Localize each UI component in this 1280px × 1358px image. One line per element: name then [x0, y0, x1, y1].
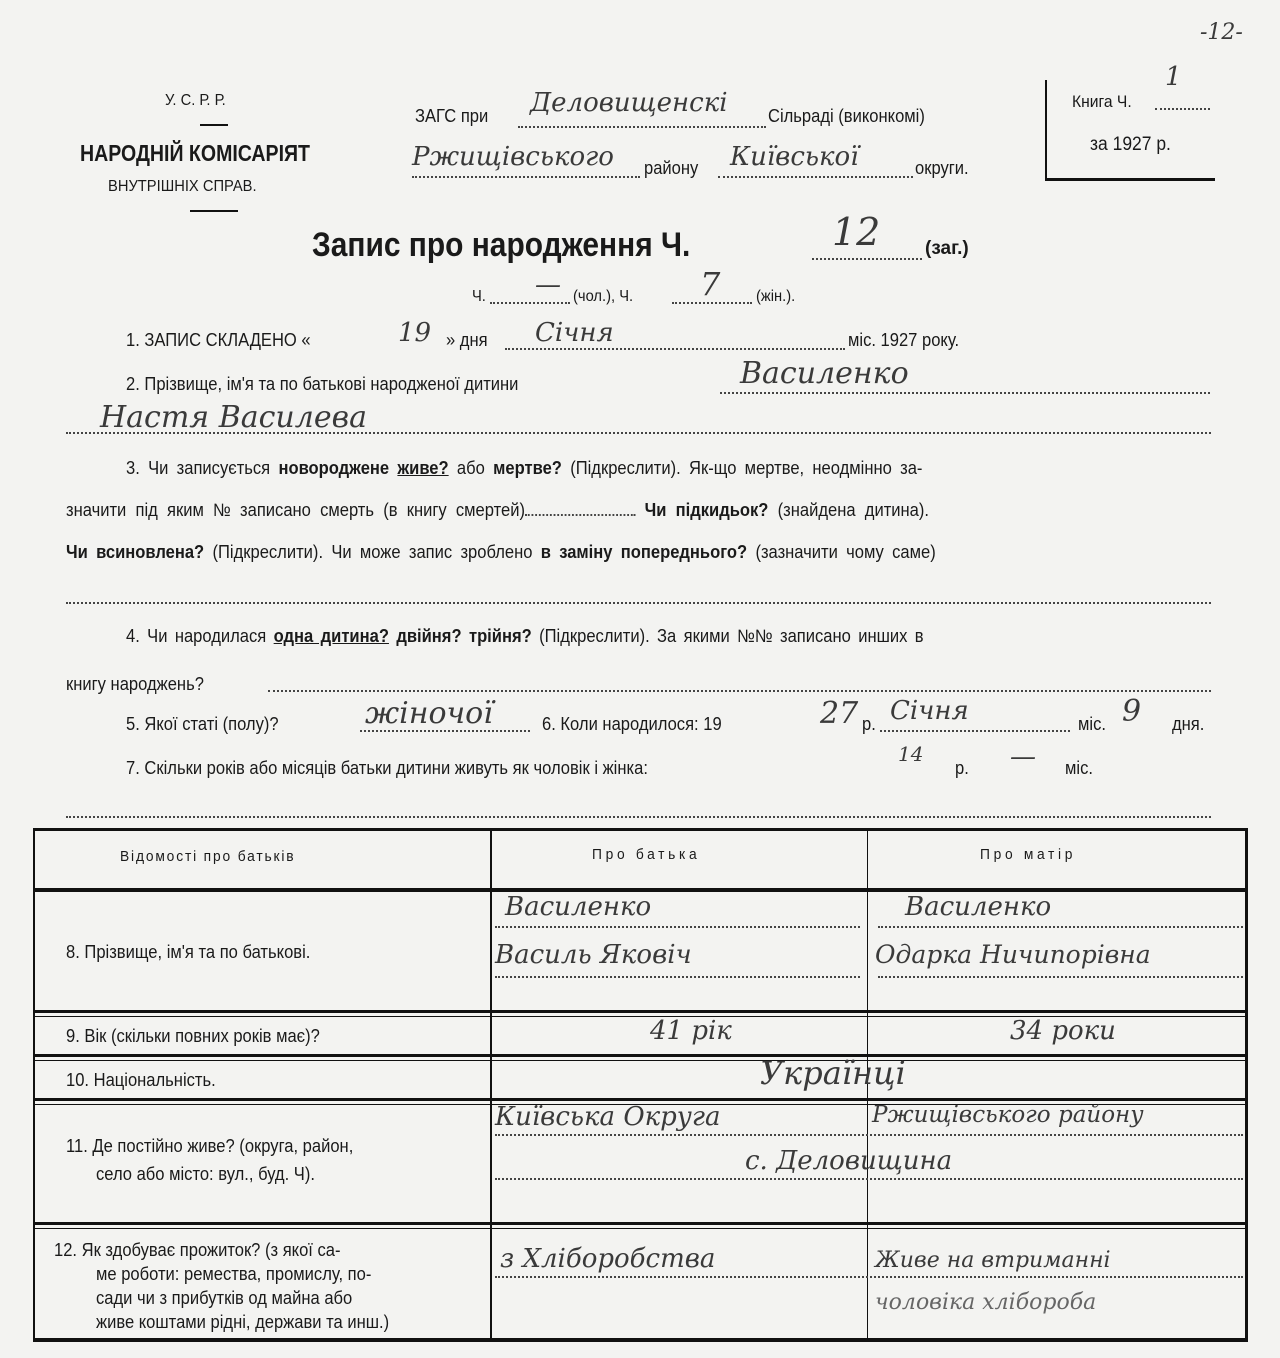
q7-label: 7. Скільки років або місяців батьки дитини живуть як чоловік і жінка: [126, 758, 648, 778]
row10-label: 10. Національність. [66, 1070, 216, 1090]
q1-mid: » дня [446, 330, 488, 350]
row8-label: 8. Прізвище, ім'я та по батькові. [66, 942, 311, 962]
title-suffix: (заг.) [925, 238, 969, 259]
q6-r: р. [862, 714, 876, 734]
child-sex: жіночої [365, 696, 493, 731]
nationality: Українці [760, 1054, 906, 1092]
book-year: за 1927 р. [1090, 134, 1171, 155]
mother-occupation-1: Живе на втриманні [875, 1248, 1111, 1273]
father-occupation: з Хліборобства [500, 1244, 716, 1274]
district-value: Ржищівського [412, 142, 614, 172]
child-surname: Василенко [740, 356, 909, 391]
row12-label-1: 12. Як здобуває прожиток? (з якої са- [54, 1240, 341, 1260]
row11-label-1: 11. Де постійно живе? (округа, район, [66, 1136, 354, 1156]
mother-surname: Василенко [905, 892, 1052, 922]
q7-r: р. [955, 758, 969, 778]
child-name: Настя Василева [100, 400, 367, 435]
district-label: району [644, 158, 699, 178]
female-count: 7 [700, 265, 721, 303]
col-header-info: Відомості про батьків [120, 848, 296, 865]
q2-label: 2. Прізвище, ім'я та по батькові народженої дитини [126, 374, 519, 394]
book-number: 1 [1165, 62, 1182, 92]
female-suffix: (жін.). [756, 288, 796, 305]
birth-day: 9 [1122, 694, 1142, 729]
q1-month: Січня [535, 318, 614, 348]
birth-month: Січня [890, 696, 969, 726]
q3-line1: 3. Чи записується новороджене живе? або мертве? (Підкреслити). Як-що мертве, неодмінно за- [126, 458, 923, 478]
mother-name: Одарка Ничипорівна [875, 940, 1151, 969]
affairs: ВНУТРІШНІХ СПРАВ. [108, 178, 257, 195]
birth-year: 27 [820, 696, 859, 731]
male-suffix: (чол.), Ч. [573, 288, 634, 305]
q4-line2: книгу народжень? [66, 674, 204, 694]
mother-age: 34 роки [1010, 1016, 1116, 1046]
row12-label-3: сади чи з прибутків од майна або [96, 1288, 353, 1308]
row12-label-2: ме роботи: ремества, промислу, по- [96, 1264, 372, 1284]
q6-mis: міс. [1078, 714, 1106, 734]
zags-label: ЗАГС при [415, 106, 489, 126]
q7-mis: міс. [1065, 758, 1093, 778]
row12-label-4: живе коштами рідні, держави та инш.) [96, 1312, 390, 1332]
book-label: Книга Ч. [1072, 92, 1132, 111]
col-header-mother: Про матір [980, 846, 1077, 863]
republic: У. С. Р. Р. [165, 92, 226, 109]
father-name: Василь Яковіч [495, 940, 692, 970]
q1-label: 1. ЗАПИС СКЛАДЕНО « [126, 330, 311, 350]
q4-line1: 4. Чи народилася одна дитина? двійня? трійня? (Підкреслити). За якими №№ записано инших в [126, 626, 924, 646]
page-title: Запис про народження Ч. [312, 226, 691, 264]
okrug-label: округи. [915, 158, 969, 178]
q1-day: 19 [398, 318, 432, 348]
row9-label: 9. Вік (скільки повних років має)? [66, 1026, 320, 1046]
row11-label-2: село або місто: вул., буд. Ч). [96, 1164, 315, 1184]
q1-end: міс. 1927 року. [848, 330, 960, 350]
council-label: Сільраді (виконкомі) [768, 106, 925, 126]
q6-label: 6. Коли народилося: 19 [542, 714, 722, 734]
marriage-years: 14 [898, 742, 924, 766]
zags-value: Деловищенскі [530, 88, 728, 118]
marriage-months: — [1010, 742, 1036, 772]
village: с. Деловищина [745, 1146, 953, 1176]
mother-residence: Ржищівського району [872, 1102, 1144, 1128]
father-residence: Київська Округа [495, 1102, 721, 1132]
corner-mark: -12- [1200, 20, 1243, 45]
record-number: 12 [832, 210, 881, 254]
q3-line3: Чи всиновлена? (Підкреслити). Чи може запис зроблено в заміну попереднього? (зазначити чому саме) [66, 542, 936, 562]
col-header-father: Про батька [592, 846, 701, 863]
mother-occupation-2: чоловіка хлібороба [875, 1290, 1097, 1315]
commissariat: НАРОДНІЙ КОМІСАРІЯТ [80, 140, 311, 166]
father-age: 41 рік [650, 1016, 732, 1046]
father-surname: Василенко [505, 892, 652, 922]
okrug-value: Київської [730, 142, 859, 172]
q3-line2: значити під яким № записано смерть (в книгу смертей) Чи підкидьок? (знайдена дитина). [66, 500, 930, 520]
q5-label: 5. Якої статі (полу)? [126, 714, 279, 734]
male-prefix: Ч. [472, 288, 486, 305]
male-count: — [535, 270, 561, 300]
q6-dnya: дня. [1172, 714, 1205, 734]
